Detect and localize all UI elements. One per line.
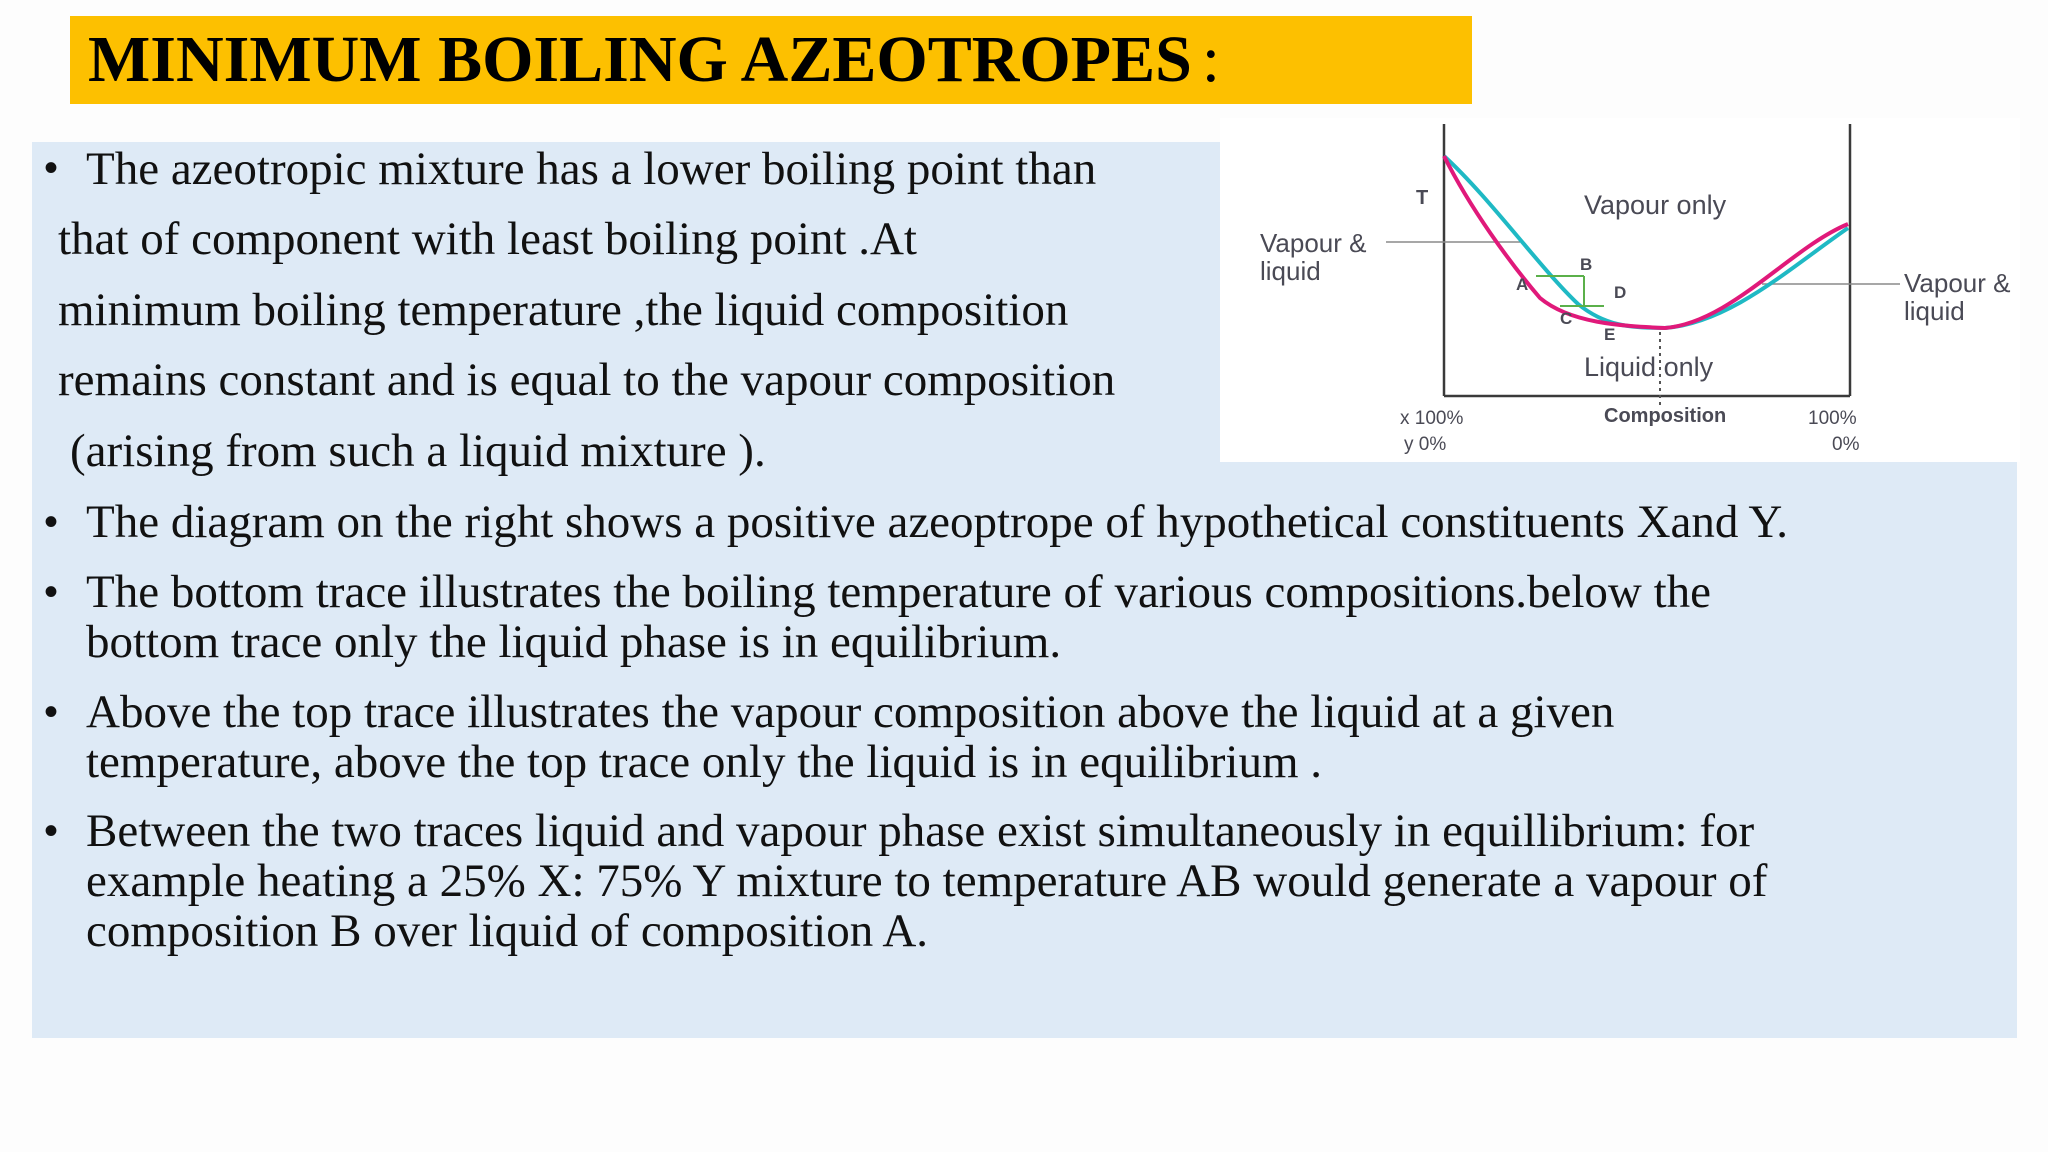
x-right-label-1: 100% [1808, 408, 1857, 429]
bullet-2-line-1: The diagram on the right shows a positive azeoptrope of hypothetical constituents Xand Y. [86, 496, 1789, 548]
x-axis-label: Composition [1604, 405, 1727, 427]
bullet-marker: • [44, 690, 59, 734]
bullet-1-line-5: (arising from such a liquid mixture ). [70, 425, 766, 477]
bullet-4-line-1: Above the top trace illustrates the vapour composition above the liquid at a given [86, 686, 1615, 738]
bullet-1-line-4: remains constant and is equal to the vapour composition [58, 354, 1116, 406]
x-left-label-1: x 100% [1400, 408, 1464, 429]
region-right-label-2: liquid [1904, 296, 1965, 326]
bullet-1-line-1: The azeotropic mixture has a lower boiling point than [86, 143, 1097, 195]
point-label-c: C [1560, 309, 1573, 328]
bullet-marker: • [44, 570, 59, 614]
title-text: MINIMUM BOILING AZEOTROPES [88, 23, 1192, 96]
bullet-5-line-3: composition B over liquid of composition A. [86, 905, 929, 957]
point-label-e: E [1604, 325, 1616, 344]
bullet-4-line-2: temperature, above the top trace only the liquid is in equilibrium . [86, 736, 1323, 788]
bullet-marker: • [44, 500, 59, 544]
bullet-3-line-1: The bottom trace illustrates the boiling temperature of various compositions.below the [86, 566, 1712, 618]
region-top-label: Vapour only [1584, 190, 1727, 220]
bullet-3-line-2: bottom trace only the liquid phase is in equilibrium. [86, 616, 1062, 668]
page-title [88, 22, 1220, 98]
point-label-d: D [1614, 283, 1627, 302]
region-left-label-1: Vapour & [1260, 228, 1367, 258]
azeotrope-diagram [1220, 118, 2020, 462]
point-label-b: B [1580, 255, 1593, 274]
title-bar [70, 16, 1472, 104]
bullet-marker: • [44, 146, 59, 190]
title-colon: : [1201, 23, 1221, 96]
region-bottom-label: Liquid only [1584, 352, 1714, 382]
bullet-marker: • [44, 809, 59, 853]
bullet-1-line-3: minimum boiling temperature ,the liquid composition [58, 284, 1069, 336]
region-left-label-2: liquid [1260, 256, 1321, 286]
diagram-svg [1220, 118, 2020, 462]
x-left-label-2: y 0% [1404, 434, 1447, 455]
bullet-1-line-2: that of component with least boiling point .At [58, 213, 917, 265]
x-right-label-2: 0% [1832, 434, 1860, 455]
y-axis-label: T [1416, 187, 1429, 209]
region-right-label-1: Vapour & [1904, 268, 2011, 298]
bullet-5-line-1: Between the two traces liquid and vapour phase exist simultaneously in equillibrium: for [86, 805, 1755, 857]
bullet-5-line-2: example heating a 25% X: 75% Y mixture to temperature AB would generate a vapour of [86, 855, 1768, 907]
point-label-a: A [1516, 275, 1529, 294]
